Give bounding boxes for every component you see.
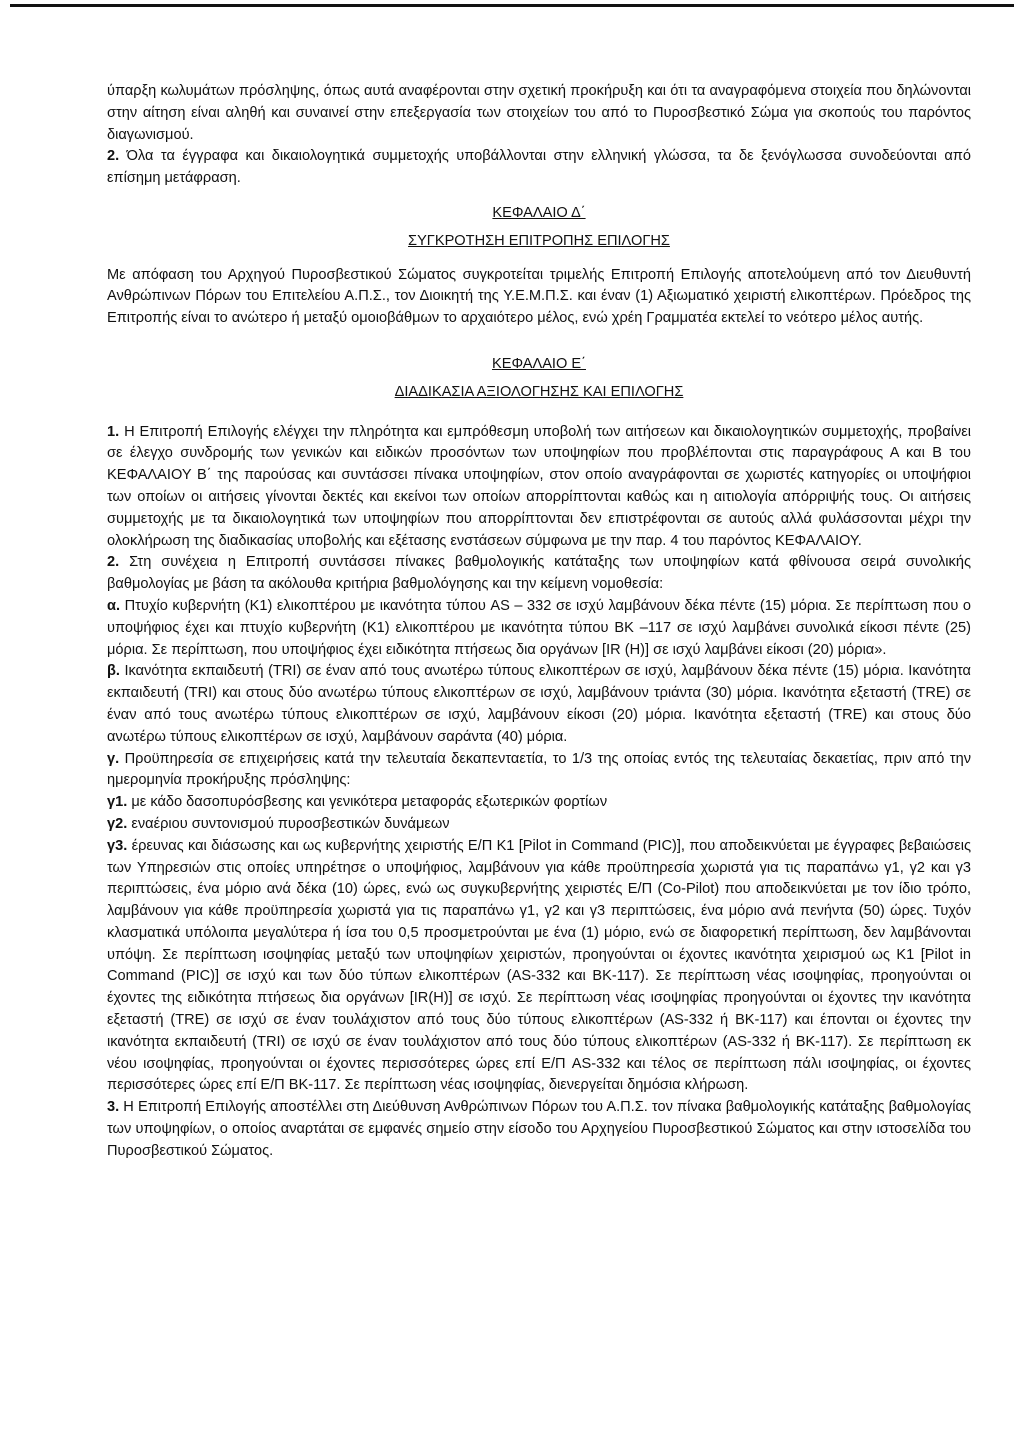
- item-text: με κάδο δασοπυρόσβεσης και γενικότερα μεταφοράς εξωτερικών φορτίων: [127, 794, 608, 811]
- item-number: β.: [107, 663, 120, 680]
- criterion-c: [107, 749, 971, 793]
- item-text: έρευνας και διάσωσης και ως κυβερνήτης χειριστής Ε/Π Κ1 [Pilot in Command (PIC)], που αποδεικνύεται με έγγραφες βεβαιώσεις των Υπηρεσιών στις οποίες υπηρέτησε ο υποψήφιος, λαμβάνουν για κάθε προϋπηρεσία χωριστά για τις παραπάνω γ1, γ2 και γ3 περιπτώσεις, ένα μόριο ανά δέκα (10) ώρες, ενώ ως συγκυβερνήτης χειριστές Ε/Π (Co-Pilot) που αποδεικνύεται με τον ίδιο τρόπο, λαμβάνουν για κάθε προϋπηρεσία χωριστά για τις παραπάνω γ1, γ2 και γ3 περιπτώσεις, ένα μόριο ανά πενήντα (50) ώρες. Τυχόν κλασματικά υπόλοιπα μεγαλύτερα ή ίσα του 0,5 προσμετρούνται με ένα (1) μόριο, ενώ σε διαφορετική περίπτωση, δεν λαμβάνονται υπόψη. Σε περίπτωση ισοψηφίας μεταξύ των υποψηφίων χειριστών, προηγούνται οι έχοντες ικανότητα χειρισμού ως Κ1 [Pilot in Command (PIC)] σε ισχύ και των δύο τύπων ελικοπτέρων (AS-332 και BK-117). Σε περίπτωση νέας ισοψηφίας, προηγούνται οι έχοντες της ειδικότητα πτήσεως δια οργάνων [IR(H)] σε ισχύ. Σε περίπτωση νέας ισοψηφίας προηγούνται οι έχοντες την ικανότητα εξεταστή (TRE) σε ισχύ σε έναν τουλάχιστον από τους δύο τύπους ελικοπτέρων (AS-332 ή ΒΚ-117) και έπονται οι έχοντες την ικανότητα εκπαιδευτή (TRI) σε ισχύ σε έναν τουλάχιστον από τους δύο τύπους ελικοπτέρων (AS-332 ή ΒΚ-117). Σε περίπτωση εκ νέου ισοψηφίας, προηγούνται οι έχοντες περισσότερες ώρες επί Ε/Π AS-332 και τέλος σε περίπτωση πάλι ισοψηφίας, οι έχοντες περισσότερες ώρες επί Ε/Π ΒΚ-117. Σε περίπτωση νέας ισοψηφίας, διενεργείται δημόσια κλήρωση.: [107, 837, 971, 1094]
- item-text: Πτυχίο κυβερνήτη (Κ1) ελικοπτέρου με ικανότητα τύπου AS – 332 σε ισχύ λαμβάνουν δέκα πέντε (15) μόρια. Σε περίπτωση που ο υποψήφιος έχει και πτυχίο κυβερνήτη (Κ1) ελικοπτέρου με ικανότητα τύπου ΒΚ –117 σε ισχύ λαμβάνει συνολικά είκοσι πέντε (25) μόρια. Σε περίπτωση, που υποψήφιος έχει ειδικότητα πτήσεως δια οργάνων [IR (H)] σε ισχύ λαμβάνει είκοσι (20) μόρια».: [107, 597, 971, 658]
- criterion-c2: [107, 814, 971, 836]
- intro-item-2: [107, 146, 971, 190]
- item-text: Η Επιτροπή Επιλογής ελέγχει την πληρότητα και εμπρόθεσμη υποβολή των αιτήσεων και δικαιολογητικών συμμετοχής, προβαίνει σε έλεγχο συνδρομής των γενικών και ειδικών προσόντων των υποψηφίων που προβλέπονται στις παραγράφους Α και Β του ΚΕΦΑΛΑΙΟΥ Β΄ της παρούσας και συντάσσει πίνακα υποψηφίων, στον οποίο αναγράφονται σε χωριστές κατηγορίες οι υποψήφιοι των οποίων οι αιτήσεις γίνονται δεκτές και εκείνοι των οποίων απορρίπτονται καθώς και η αιτιολογία απόρριψής τους. Οι αιτήσεις συμμετοχής με τα δικαιολογητικά των υποψηφίων που απορρίπτονται δεν επιστρέφονται σε αυτούς αλλά φυλάσσονται μέχρι την ολοκλήρωση της διαδικασίας υποβολής και εξέτασης ενστάσεων σύμφωνα με την παρ. 4 του παρόντος ΚΕΦΑΛΑΙΟΥ.: [107, 423, 971, 549]
- item-text: εναέριου συντονισμού πυροσβεστικών δυνάμεων: [127, 815, 450, 832]
- intro-text: ύπαρξη κωλυμάτων πρόσληψης, όπως αυτά αναφέρονται στην σχετική προκήρυξη και ότι τα αναγραφόμενα στοιχεία που δηλώνονται στην αίτηση είναι αληθή και συναινεί στην επεξεργασία των στοιχείων του από το Πυροσβεστικό Σώμα για σκοπούς του παρόντος διαγωνισμού.: [107, 83, 971, 143]
- chapter-d-body: Με απόφαση του Αρχηγού Πυροσβεστικού Σώματος συγκροτείται τριμελής Επιτροπή Επιλογής αποτελούμενη από τον Διευθυντή Ανθρώπινων Πόρων του Επιτελείου Α.Π.Σ., τον Διοικητή της Υ.Ε.Μ.Π.Σ. και έναν (1) Αξιωματικό χειριστή ελικοπτέρων. Πρόεδρος της Επιτροπής είναι το ανώτερο ή μεταξύ ομοιοβάθμων το αρχαιότερο μέλος, ενώ χρέη Γραμματέα εκτελεί το νεότερο μέλος αυτής.: [107, 266, 971, 327]
- section-2: [107, 552, 971, 596]
- item-number: 1.: [107, 423, 120, 440]
- criterion-c1: [107, 792, 971, 814]
- section-1: [107, 422, 971, 553]
- criterion-c3: [107, 836, 971, 1098]
- section-3: [107, 1097, 971, 1162]
- item-text: Όλα τα έγγραφα και δικαιολογητικά συμμετοχής υποβάλλονται στην ελληνική γλώσσα, τα δε ξενόγλωσσα συνοδεύονται από επίσημη μετάφραση.: [107, 148, 971, 187]
- item-text: Προϋπηρεσία σε επιχειρήσεις κατά την τελευταία δεκαπενταετία, το 1/3 της οποίας εντός της τελευταίας δεκαετίας, πριν από την ημερομηνία προκήρυξης πρόσληψης:: [107, 750, 971, 789]
- item-number: γ1.: [107, 794, 128, 811]
- item-number: γ2.: [107, 815, 128, 832]
- item-text: Η Επιτροπή Επιλογής αποστέλλει στη Διεύθυνση Ανθρώπινων Πόρων του Α.Π.Σ. τον πίνακα βαθμολογικής κατάταξης βαθμολογίας των υποψηφίων, ο οποίος αναρτάται σε εμφανές σημείο στην είσοδο του Αρχηγείου Πυροσβεστικού Σώματος και στην ιστοσελίδα του Πυροσβεστικού Σώματος.: [107, 1099, 971, 1159]
- item-number: 2.: [107, 148, 120, 165]
- chapter-d-title: ΚΕΦΑΛΑΙΟ Δ΄: [492, 204, 586, 221]
- item-number: γ.: [107, 750, 120, 767]
- item-number: α.: [107, 597, 121, 614]
- chapter-e-subtitle: ΔΙΑΔΙΚΑΣΙΑ ΑΞΙΟΛΟΓΗΣΗΣ ΚΑΙ ΕΠΙΛΟΓΗΣ: [394, 383, 684, 400]
- intro-paragraph: [107, 81, 971, 146]
- item-text: Στη συνέχεια η Επιτροπή συντάσσει πίνακες βαθμολογικής κατάταξης των υποψηφίων κατά φθίνουσα σειρά συνολικής βαθμολογίας με βάση τα ακόλουθα κριτήρια βαθμολόγησης και την κείμενη νομοθεσία:: [107, 554, 971, 593]
- criterion-b: [107, 661, 971, 748]
- chapter-d-subtitle: ΣΥΓΚΡΟΤΗΣΗ ΕΠΙΤΡΟΠΗΣ ΕΠΙΛΟΓΗΣ: [408, 232, 670, 249]
- criterion-a: [107, 596, 971, 661]
- item-text: Ικανότητα εκπαιδευτή (TRI) σε έναν από τους ανωτέρω τύπους ελικοπτέρων σε ισχύ, λαμβάνουν δέκα πέντε (15) μόρια. Ικανότητα εκπαιδευτή (TRI) και στους δύο ανωτέρω τύπους ελικοπτέρων σε ισχύ, λαμβάνουν τριάντα (30) μόρια. Ικανότητα εξεταστή (TRE) σε έναν από τους ανωτέρω τύπους ελικοπτέρων σε ισχύ, λαμβάνουν είκοσι (20) μόρια. Ικανότητα εξεταστή (TRE) και στους δύο ανωτέρω τύπους ελικοπτέρων σε ισχύ, λαμβάνουν σαράντα (40) μόρια.: [107, 663, 971, 745]
- scan-top-border: [10, 4, 1014, 7]
- item-number: 2.: [107, 554, 120, 571]
- chapter-e-title: ΚΕΦΑΛΑΙΟ Ε΄: [492, 355, 586, 372]
- item-number: γ3.: [107, 837, 128, 854]
- item-number: 3.: [107, 1099, 120, 1116]
- document-page: [107, 81, 971, 1163]
